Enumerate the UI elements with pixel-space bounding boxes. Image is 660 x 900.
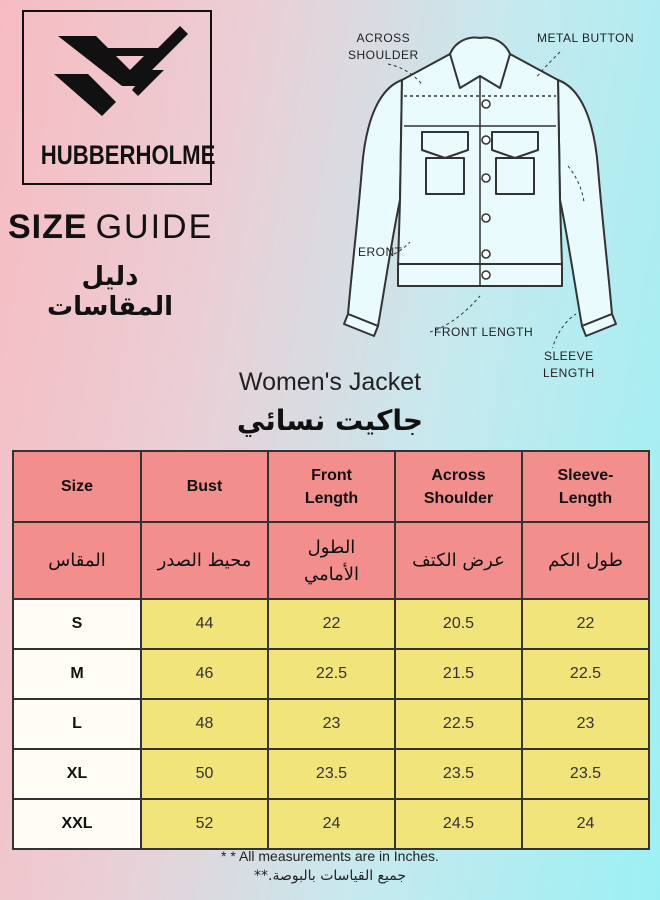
header-ar-line: عرض الكتف [412, 550, 505, 571]
hubberholme-logo-icon [48, 26, 190, 134]
label-sleeve-1: SLEEVE [543, 349, 594, 363]
measurement-cell: 22.5 [268, 649, 395, 699]
product-title-ar: جاكيت نسائي [236, 404, 424, 437]
header-en-cell [395, 451, 522, 522]
size-table [12, 450, 650, 850]
measurement-cell: 20.5 [395, 599, 522, 649]
measurement-note-ar: جميع القياسات بالبوصة.** [254, 868, 406, 884]
header-en-line: Length [304, 489, 359, 507]
table-row [13, 749, 649, 799]
size-label-cell: M [13, 649, 141, 699]
product-title-en: Women's Jacket [238, 368, 422, 396]
brand-logo [22, 10, 216, 185]
size-guide-bold: SIZE [8, 208, 88, 246]
size-label-cell: XXL [13, 799, 141, 849]
size-label-cell: L [13, 699, 141, 749]
header-ar-cell [522, 522, 649, 599]
label-front: ERONT [358, 245, 403, 259]
header-en-line: Across [431, 466, 486, 484]
label-across-shoulder-1: ACROSS [356, 31, 411, 45]
measurement-cell: 22 [522, 599, 649, 649]
header-ar-cell [268, 522, 395, 599]
header-en-line: Size [60, 478, 93, 495]
header-ar-line: الطول [307, 536, 356, 558]
size-label-cell: S [13, 599, 141, 649]
label-sleeve-2: LENGTH [543, 366, 595, 380]
measurement-cell: 23 [522, 699, 649, 749]
header-en-cell [268, 451, 395, 522]
table-row [13, 599, 649, 649]
header-en-line: Sleeve- [557, 466, 614, 484]
header-en-cell [522, 451, 649, 522]
measurement-cell: 22.5 [395, 699, 522, 749]
header-ar-cell [395, 522, 522, 599]
measurement-cell: 44 [141, 599, 268, 649]
measurement-cell: 24 [268, 799, 395, 849]
measurement-cell: 22 [268, 599, 395, 649]
header-ar-line: الأمامي [303, 563, 360, 585]
measurement-cell: 50 [141, 749, 268, 799]
measurement-cell: 24.5 [395, 799, 522, 849]
measurement-cell: 48 [141, 699, 268, 749]
measurement-note-en: * * All measurements are in Inches. [221, 848, 439, 864]
measurement-cell: 23.5 [395, 749, 522, 799]
label-across-shoulder-2: SHOULDER [348, 48, 419, 62]
header-row-en [13, 451, 649, 522]
measurement-cell: 24 [522, 799, 649, 849]
table-row [13, 799, 649, 849]
header-ar-line: محيط الصدر [157, 550, 252, 571]
measurement-cell: 52 [141, 799, 268, 849]
header-en-line: Bust [186, 478, 223, 495]
header-ar-cell [13, 522, 141, 599]
header-row-ar [13, 522, 649, 599]
header-en-cell [141, 451, 268, 522]
measurement-cell: 46 [141, 649, 268, 699]
jacket-diagram [330, 18, 630, 348]
header-en-line: Front [311, 466, 352, 484]
table-row [13, 649, 649, 699]
size-guide-title [8, 208, 213, 247]
size-label-cell: XL [13, 749, 141, 799]
header-en-cell [13, 451, 141, 522]
label-front-length: FRONT LENGTH [434, 325, 534, 339]
measurement-cell: 22.5 [522, 649, 649, 699]
header-en-line: Shoulder [423, 489, 494, 507]
header-ar-line: المقاس [48, 550, 106, 571]
size-guide-light: GUIDE [95, 208, 214, 246]
header-ar-cell [141, 522, 268, 599]
table-row [13, 699, 649, 749]
header-ar-line: طول الكم [548, 550, 623, 571]
measurement-cell: 23.5 [522, 749, 649, 799]
header-en-line: Length [558, 489, 613, 507]
label-metal-button: METAL BUTTON [537, 31, 635, 45]
label-across-shoulder [348, 30, 419, 64]
measurement-cell: 23 [268, 699, 395, 749]
size-guide-title-ar: دليل المقاسات [46, 262, 174, 322]
brand-name: HUBBERHOLME [40, 140, 216, 170]
measurement-cell: 23.5 [268, 749, 395, 799]
measurement-cell: 21.5 [395, 649, 522, 699]
